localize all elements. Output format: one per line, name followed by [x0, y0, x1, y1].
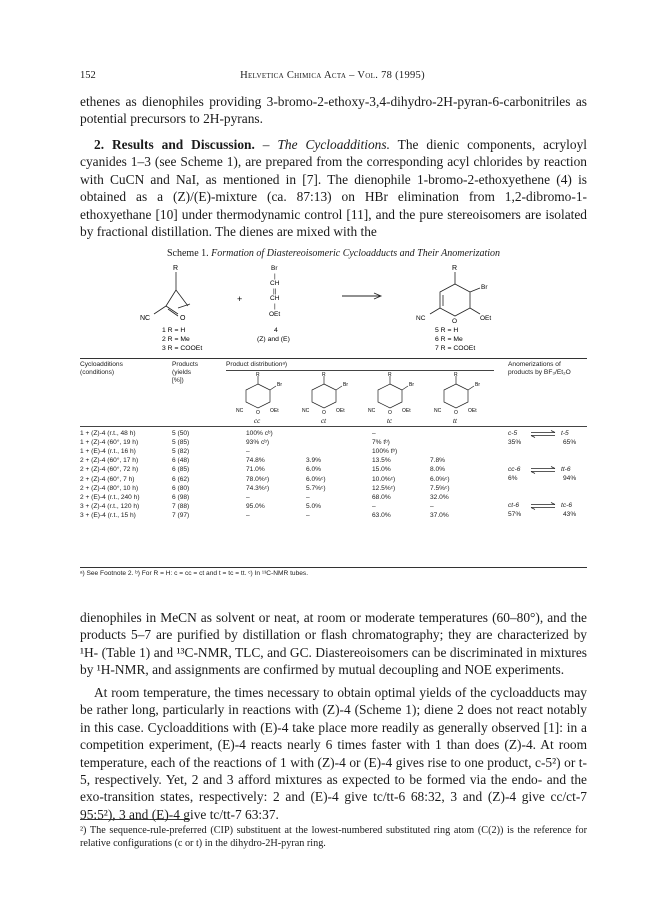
anomer-left: c-5: [508, 430, 518, 437]
cell-tt: 37.0%: [430, 511, 449, 519]
product-label-6: 6 R = Me: [435, 336, 463, 343]
product-o-label: O: [452, 318, 458, 325]
cell-conditions: 2 + (Z)-4 (80°, 10 h): [80, 484, 139, 492]
scheme-reaction-svg: [80, 262, 587, 358]
cell-tc: 10.0%ᶜ): [372, 475, 396, 483]
anomerization-item: [508, 430, 588, 450]
product-label-7: 7 R = COOEt: [435, 345, 476, 352]
cell-tt: 6.0%ᶜ): [430, 475, 450, 483]
page-number: 152: [80, 70, 96, 81]
cell-cc: 95.0%: [246, 502, 265, 510]
cell-products: 6 (48): [172, 457, 190, 465]
table-row: [80, 430, 500, 439]
product-r-label: R: [452, 265, 458, 272]
cell-tc: 13.5%: [372, 457, 391, 465]
anomer-right-pct: 94%: [563, 475, 577, 482]
cell-tc: –: [372, 502, 376, 510]
cell-tc: 15.0%: [372, 466, 391, 474]
anomer-left: ct-6: [508, 502, 519, 509]
anomer-right: t-5: [561, 430, 569, 437]
anomer-left-pct: 35%: [508, 439, 522, 446]
product-label-5: 5 R = H: [435, 327, 459, 334]
cell-products: 6 (98): [172, 493, 190, 501]
struct-tc-oet: OEt: [402, 408, 411, 414]
isomer-tt-structure: [444, 376, 474, 408]
equilibrium-arrow-icon: [529, 502, 557, 510]
col-prod-header-1: Products: [172, 361, 199, 368]
struct-tc-r: R: [388, 372, 392, 378]
cell-products: 6 (85): [172, 466, 190, 474]
table-footnote: ᵃ) See Footnote 2. ᵇ) For R = H: c = cc = ct and t = tc = tt. ᶜ) In ¹³C-NMR tubes.: [80, 570, 309, 577]
footnote-rule: [80, 819, 190, 820]
dienophile-bond2: |: [274, 303, 276, 310]
scheme-label: Scheme 1.: [166, 248, 209, 259]
col-prod-header-2: (yields: [172, 369, 192, 376]
equilibrium-arrow-icon: [529, 430, 557, 438]
struct-cc-oet: OEt: [270, 408, 279, 414]
cell-products: 7 (97): [172, 511, 190, 519]
col-prod-header-3: [%]): [172, 377, 184, 384]
dienophile-bond1: |: [274, 273, 276, 280]
cell-cc: 71.0%: [246, 466, 265, 474]
struct-tt-o: O: [454, 410, 458, 416]
isomer-label-cc: cc: [254, 417, 261, 424]
col-anom-header-2: products by BF₃/Et₂O: [508, 369, 571, 376]
table-top-rule: [80, 358, 587, 359]
diene-label-2: 2 R = Me: [162, 336, 190, 343]
product-oet-label: OEt: [480, 315, 492, 322]
cell-tc: 63.0%: [372, 511, 391, 519]
dienophile-label-num: 4: [274, 327, 278, 334]
struct-ct-nc: NC: [302, 408, 310, 414]
cell-ct: 5.7%ᶜ): [306, 484, 326, 492]
cell-conditions: 2 + (Z)-4 (60°, 17 h): [80, 457, 139, 465]
struct-tt-oet: OEt: [468, 408, 477, 414]
cell-conditions: 1 + (Z)-4 (r.t., 48 h): [80, 430, 136, 437]
dienophile-ch1: CH: [270, 280, 280, 287]
isomer-label-tc: tc: [387, 417, 393, 424]
dienophile-br: Br: [271, 265, 278, 272]
col-anom-header-1: Anomerizations of: [508, 361, 561, 368]
diene-label-1: 1 R = H: [162, 327, 186, 334]
cell-tt: 7.8%: [430, 457, 446, 465]
cell-cc: –: [246, 511, 250, 519]
cell-ct: –: [306, 511, 310, 519]
struct-tt-r: R: [454, 372, 458, 378]
anomer-left: cc-6: [508, 466, 521, 473]
cell-tc: 12.5%ᶜ): [372, 484, 396, 492]
struct-tt-nc: NC: [434, 408, 442, 414]
results-paragraph: 2. Results and Discussion. – The Cycloadditions. The dienic components, acryloyl cyanides 1–3 (see Scheme 1), are prepared from the corresponding acyl chlorides by reaction with CuCN and NaI, as mentioned in [7]. The dienophile 1-bromo-2-ethoxyethene (4) is obtained as a (Z)/(E)-mixture (ca. 87:13) on HBr elimination from 1,2-dibromo-1-ethoxyethane [10] under thermodynamic control [11], and the pure stereoisomers are isolated by fractional distillation. The dienes are mixed with the: [80, 137, 588, 240]
results-table: [80, 360, 587, 590]
table-row: [80, 448, 500, 457]
section-text: The dienic components, acryloyl cyanides 1–3 (see Scheme 1), are prepared from the corresponding acyl chlorides by reaction with CuCN and NaI, as mentioned in [7]. The dienophile 1-bromo-2-ethoxyethene (4) is obtained as a (Z)/(E)-mixture (ca. 87:13) on HBr elimination from 1,2-dibromo-1-ethoxyethane [10] under thermodynamic control [11], and the pure stereoisomers are isolated by fractional distillation. The dienes are mixed with the: [80, 137, 588, 240]
struct-cc-nc: NC: [236, 408, 244, 414]
struct-tt-br: Br: [475, 382, 480, 388]
cell-conditions: 3 + (Z)-4 (r.t., 120 h): [80, 502, 140, 510]
cell-ct: –: [306, 493, 310, 501]
isomer-label-ct: ct: [321, 417, 327, 424]
cell-conditions: 2 + (Z)-4 (60°, 72 h): [80, 466, 139, 474]
section-heading: 2. Results and Discussion.: [94, 137, 255, 152]
struct-cc-o: O: [256, 410, 260, 416]
footnote-2: ²) The sequence-rule-preferred (CIP) substituent at the lowest-numbered substituted ring atom (C(2)) is the reference for relative configurations (c or t) in the dihydro-2H-pyran ring.: [80, 825, 587, 849]
struct-tc-br: Br: [409, 382, 414, 388]
cell-conditions: 1 + (Z)-4 (60°, 19 h): [80, 439, 139, 447]
cell-products: 6 (62): [172, 475, 190, 483]
intro-paragraph: ethenes as dienophiles providing 3-bromo-2-ethoxy-3,4-dihydro-2H-pyran-6-carbonitriles as potential precursors to 2H-pyrans.: [80, 94, 587, 127]
product-nc-label: NC: [416, 315, 426, 322]
cell-cc: –: [246, 493, 250, 501]
dienophile-label-ze: (Z) and (E): [257, 336, 290, 343]
cell-tc: 68.0%: [372, 493, 391, 501]
table-row: [80, 512, 500, 521]
isomer-structures-svg: [220, 372, 500, 424]
anomer-right: tt-6: [561, 466, 571, 473]
anomer-right-pct: 65%: [563, 439, 577, 446]
dienophile-structure: [269, 265, 280, 318]
struct-tc-o: O: [388, 410, 392, 416]
table-row: [80, 485, 500, 494]
cell-conditions: 2 + (Z)-4 (60°, 7 h): [80, 475, 135, 483]
dienophile-ch2: CH: [270, 295, 280, 302]
diene-r-label: R: [173, 265, 179, 272]
cell-products: 6 (80): [172, 484, 190, 492]
cell-ct: 6.0%: [306, 466, 322, 474]
struct-cc-br: Br: [277, 382, 282, 388]
cell-tc: 100% tᵇ): [372, 448, 398, 456]
anomerization-item: [508, 502, 588, 522]
struct-ct-oet: OEt: [336, 408, 345, 414]
scheme-caption: [80, 248, 587, 259]
diene-nc-label: NC: [140, 315, 151, 322]
isomer-label-tt: tt: [453, 417, 457, 424]
cell-tt: 7.5%ᶜ): [430, 484, 450, 492]
anomer-right: tc-6: [561, 502, 572, 509]
diene-o-label: O: [180, 315, 186, 322]
struct-ct-o: O: [322, 410, 326, 416]
table-row: [80, 457, 500, 466]
section-subheading: The Cycloadditions.: [277, 137, 390, 152]
table-row: [80, 476, 500, 485]
table-row: [80, 503, 500, 512]
col-cond-header-1: Cycloadditions: [80, 361, 123, 368]
paragraph-kinetics-text: At room temperature, the times necessary to obtain optimal yields of the cycloadducts may be rather long, particularly in reactions with (Z)-4 (Scheme 1); diene 2 does not react notably in this case. Cycloadditions with (E)-4 take place more readily as generally observed [1]: in a competition experiment, (E)-4 reacts nearly 6 times faster with 1 than does (Z)-4. At room temperature, each of the reactions of 1 with (Z)-4 or (E)-4 gives rise to one product, c-5²) or t-5, respectively. Yet, 2 and 3 afford mixtures as expected to be formed via the endo- and the exo-transition states, respectively: 2 and (E)-4 give tc/tt-6 68:32, 3 and (Z)-4 give cc/ct-7 95:5²), 3 and (E)-4 give tc/tt-7 63:37.: [80, 685, 587, 822]
plus-sign: +: [237, 294, 243, 304]
table-row: [80, 466, 500, 475]
cell-products: 5 (82): [172, 448, 190, 456]
cell-tt: 8.0%: [430, 466, 446, 474]
anomerization-item: [508, 466, 588, 486]
cell-products: 7 (88): [172, 502, 190, 510]
cell-tc: –: [372, 430, 376, 437]
running-title: Helvetica Chimica Acta – Vol. 78 (1995): [240, 70, 425, 81]
equilibrium-arrow-icon: [529, 466, 557, 474]
table-row: [80, 494, 500, 503]
cell-cc: 74.3%ᶜ): [246, 484, 270, 492]
cell-ct: 6.0%ᶜ): [306, 475, 326, 483]
cell-products: 5 (50): [172, 430, 190, 437]
struct-tc-nc: NC: [368, 408, 376, 414]
cell-cc: 74.8%: [246, 457, 265, 465]
diene-label-3: 3 R = COOEt: [162, 345, 203, 352]
table-header-rule: [80, 426, 587, 427]
diene-structure: [154, 272, 190, 316]
isomer-ct-structure: [312, 376, 342, 408]
anomer-left-pct: 57%: [508, 511, 522, 518]
anomer-right-pct: 43%: [563, 511, 577, 518]
cell-ct: 5.0%: [306, 502, 322, 510]
cell-cc: 100% cᵇ): [246, 430, 273, 437]
cell-conditions: 2 + (E)-4 (r.t., 240 h): [80, 493, 140, 501]
reaction-arrow: [342, 293, 381, 299]
isomer-cc-structure: [246, 376, 276, 408]
cell-ct: 3.9%: [306, 457, 322, 465]
col-dist-header: Product distributionᵃ): [226, 361, 288, 368]
dienophile-double: ||: [273, 288, 277, 295]
product-br-label: Br: [481, 284, 488, 291]
struct-ct-r: R: [322, 372, 326, 378]
dist-header-rule: [226, 370, 494, 371]
struct-ct-br: Br: [343, 382, 348, 388]
isomer-tc-structure: [378, 376, 408, 408]
cell-cc: 93% cᵇ): [246, 439, 270, 447]
table-bottom-rule: [80, 567, 587, 568]
cell-conditions: 3 + (E)-4 (r.t., 15 h): [80, 511, 136, 519]
table-row: [80, 439, 500, 448]
paragraph-methods: dienophiles in MeCN as solvent or neat, at room or moderate temperatures (60–80°), and the products 5–7 are purified by distillation or flash chromatography; they are characterized by ¹H- (Table 1) and ¹³C-NMR, TLC, and GC. Diastereoisomers can be discriminated in mixtures by ¹H-NMR, and assignments are confirmed by mutual decoupling and NOE experiments.: [80, 610, 587, 678]
cell-conditions: 1 + (E)-4 (r.t., 16 h): [80, 448, 136, 456]
cell-cc: 78.0%ᶜ): [246, 475, 270, 483]
cell-tt: –: [430, 502, 434, 510]
cell-tc: 7% tᵇ): [372, 439, 390, 447]
cell-cc: –: [246, 448, 250, 456]
dienophile-oet: OEt: [269, 311, 281, 318]
product-structure: [430, 272, 480, 316]
cell-tt: 32.0%: [430, 493, 449, 501]
paragraph-kinetics: [80, 684, 587, 823]
scheme-title: Formation of Diastereoisomeric Cycloadducts and Their Anomerization: [211, 248, 501, 259]
struct-cc-r: R: [256, 372, 260, 378]
col-cond-header-2: (conditions): [80, 369, 115, 376]
anomer-left-pct: 6%: [508, 475, 518, 482]
cell-products: 5 (85): [172, 439, 190, 447]
